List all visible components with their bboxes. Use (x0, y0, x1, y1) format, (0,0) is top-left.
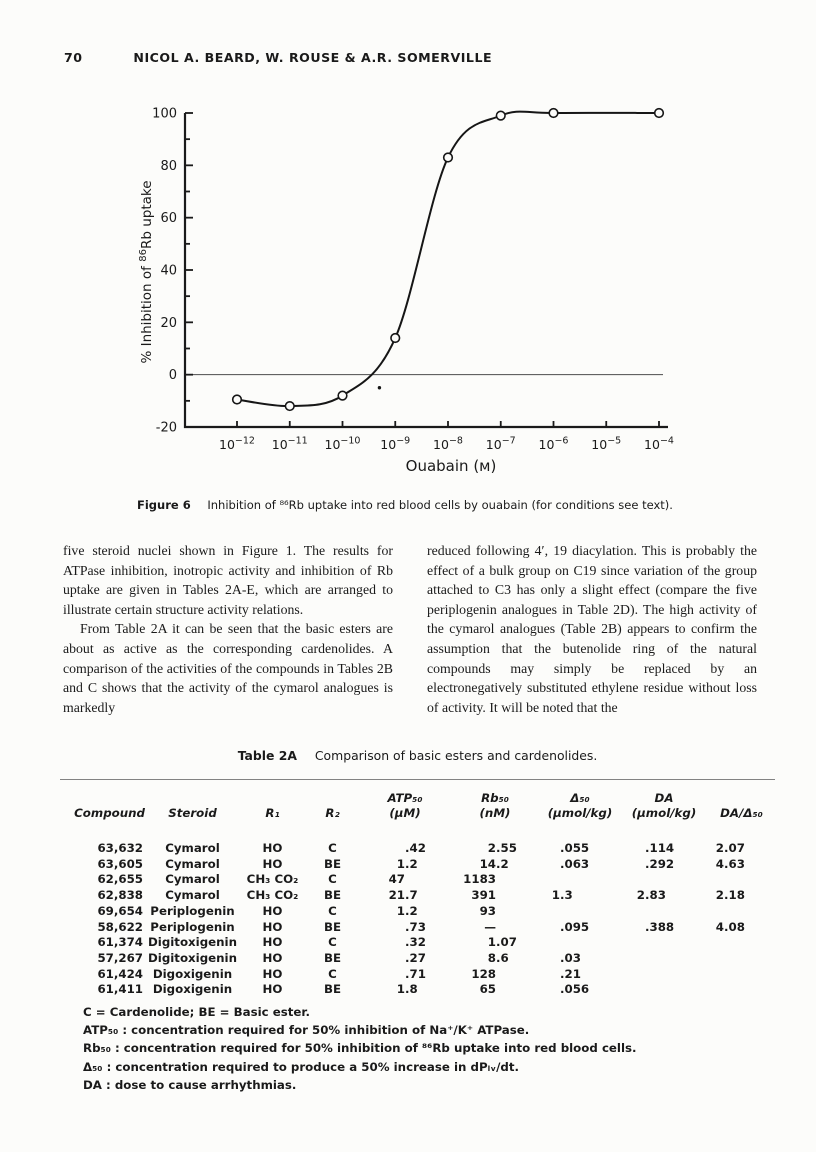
table-cell: Digitoxigenin (147, 950, 237, 965)
y-tick-label: 20 (160, 315, 177, 331)
table-cell: 1.2 (396, 903, 418, 918)
body-text (63, 541, 757, 717)
table-cell: CH₃ CO₂ (246, 872, 299, 887)
table-cell: 1183 (463, 872, 496, 887)
table-cell: 57,267 (97, 950, 143, 965)
table-cell: 1.3 (551, 888, 573, 903)
table-cell: 2.55 (487, 841, 517, 855)
table-body (60, 822, 775, 998)
table-cell: Digitoxigenin (147, 935, 237, 950)
table-cell: HO (262, 856, 283, 871)
table-cell: 2.07 (715, 841, 745, 855)
table-cell: BE (323, 919, 342, 934)
table-cell: 2.18 (715, 888, 745, 903)
table-cell: Digoxigenin (152, 966, 233, 981)
column-header: Δ₅₀ (μmol/kg) (547, 791, 613, 820)
column-header: R₁ (265, 805, 280, 820)
y-tick-label: -20 (155, 420, 177, 436)
table-top-rule (60, 779, 775, 780)
running-authors: NICOL A. BEARD, W. ROUSE & A.R. SOMERVILLE (133, 50, 493, 65)
table-row (60, 935, 775, 951)
table-title (60, 748, 775, 763)
table-cell: .055 (560, 841, 590, 855)
table-cell (708, 951, 775, 967)
table-cell: CH₃ CO₂ (246, 888, 299, 903)
table-cell: 62,838 (97, 888, 143, 903)
table-cell: .21 (560, 966, 581, 981)
table-cell: 69,654 (97, 903, 143, 918)
table-row (60, 872, 775, 888)
y-tick-label: 100 (152, 106, 177, 122)
table-row (60, 857, 775, 873)
table-cell: HO (262, 935, 283, 950)
column-header: Rb₅₀ (nM) (479, 791, 511, 820)
table-cell: .292 (645, 856, 675, 871)
page-number: 70 (64, 50, 83, 65)
table-cell: Cymarol (165, 888, 220, 903)
table-cell: 58,622 (97, 919, 143, 934)
table-cell: 63,605 (97, 856, 143, 871)
x-tick-label: $10^{-10}$ (324, 435, 361, 452)
column-header: DA (μmol/kg) (631, 791, 697, 820)
data-point (233, 395, 242, 404)
column-header: Compound (74, 805, 145, 820)
x-tick-label: $10^{-8}$ (433, 435, 463, 452)
table-cell (540, 904, 620, 920)
table-cell: 128 (471, 966, 496, 981)
table-cell: .114 (645, 841, 675, 855)
table-row (60, 951, 775, 967)
table-cell: HO (262, 966, 283, 981)
table-footnotes (83, 1003, 775, 1094)
table-cell: 1.2 (396, 856, 418, 871)
table-cell: .095 (560, 919, 590, 934)
data-point (549, 109, 558, 118)
x-tick-label: $10^{-9}$ (380, 435, 411, 452)
table-cell: Digoxigenin (152, 982, 233, 997)
y-axis-title: % Inhibition of $^{86}$Rb uptake (138, 180, 155, 364)
table-cell (620, 982, 708, 998)
table-cell (708, 967, 775, 983)
table-cell (540, 872, 620, 888)
y-tick-label: 80 (160, 158, 177, 174)
left-column (63, 541, 393, 717)
table-cell: .73 (405, 919, 426, 934)
x-tick-label: $10^{-6}$ (538, 435, 569, 452)
table-row (60, 920, 775, 936)
table-cell: HO (262, 982, 283, 997)
table-cell: BE (323, 982, 342, 997)
table-cell: .27 (405, 950, 426, 965)
table-cell: .03 (560, 950, 581, 965)
table-cell (540, 935, 620, 951)
figure-6 (130, 95, 690, 493)
table-cell: .42 (405, 841, 426, 855)
axes (185, 113, 668, 427)
table-cell (708, 872, 775, 888)
table-cell: .32 (405, 935, 426, 950)
table-cell: 47 (388, 872, 405, 887)
table-cell (620, 967, 708, 983)
table-cell: .71 (405, 966, 426, 981)
data-point (444, 153, 453, 162)
data-point (496, 111, 505, 120)
table-cell: Periplogenin (150, 919, 235, 934)
table-row (60, 904, 775, 920)
table-cell: .056 (560, 982, 590, 997)
table-cell: C (328, 872, 337, 887)
column-header: ATP₅₀ (μM) (387, 791, 423, 820)
table-footnote: Rb₅₀ : concentration required for 50% inhibition of ⁸⁶Rb uptake into red blood cells. (83, 1041, 637, 1056)
table-cell: 4.08 (715, 919, 745, 934)
table-cell: 61,411 (97, 982, 143, 997)
paragraph: five steroid nuclei shown in Figure 1. The results for ATPase inhibition, inotropic activity and inhibition of Rb uptake are given in Tables 2A-E, which are arranged to illustrate certain structure activity relations. (63, 543, 393, 617)
figure-caption-label: Figure 6 (137, 498, 191, 512)
table-cell: 2.83 (636, 888, 666, 903)
table-cell: BE (323, 950, 342, 965)
y-tick-label: 60 (160, 211, 177, 227)
x-axis-title: Ouabain (ᴍ) (405, 457, 497, 475)
table-cell: 93 (479, 903, 496, 918)
data-point (338, 391, 347, 400)
table-cell: 61,374 (97, 935, 143, 950)
table-row (60, 967, 775, 983)
table-footnote: Δ₅₀ : concentration required to produce a 50% increase in dPₗᵥ/dt. (83, 1059, 519, 1074)
table-cell: Cymarol (165, 841, 220, 855)
data-point (655, 109, 664, 118)
rb-uptake-dose-response-chart (130, 95, 690, 493)
paragraph: reduced following 4′, 19 diacylation. This is probably the effect of a bulk group on C19 since variation of the group attached to C3 has only a slight effect (compare the five periplogenin analogues in Table 2D). The high activity of the cymarol analogues (Table 2B) appears to confirm the assumption that the butenolide ring of the natural compounds may simply be replaced by an electronegatively substituted ethylene residue without loss of activity. It will be noted that the (427, 543, 757, 715)
x-tick-label: $10^{-11}$ (271, 435, 308, 452)
table-row (60, 822, 775, 857)
table-label: Table 2A (237, 748, 297, 763)
table-footnote: ATP₅₀ : concentration required for 50% inhibition of Na⁺/K⁺ ATPase. (83, 1023, 530, 1038)
x-tick-label: $10^{-4}$ (644, 435, 674, 452)
table-cell (708, 982, 775, 998)
table-cell (620, 872, 708, 888)
y-tick-label: 40 (160, 263, 177, 279)
table-cell (620, 951, 708, 967)
table-cell: 4.63 (715, 856, 745, 871)
paragraph: From Table 2A it can be seen that the basic esters are about as active as the corresponding cardenolides. A comparison of the activities of the compounds in Tables 2B and C shows that the activity of the cymarol analogues is markedly (63, 621, 393, 715)
table-cell (620, 935, 708, 951)
column-header: DA/Δ₅₀ (720, 805, 763, 820)
table-header (60, 791, 775, 822)
table-cell (708, 904, 775, 920)
table-cell: 1.8 (396, 982, 418, 997)
running-head (64, 50, 492, 65)
table-footnote: DA : dose to cause arrhythmias. (83, 1077, 297, 1092)
x-tick-label: $10^{-5}$ (591, 435, 622, 452)
data-point (391, 334, 400, 343)
table-cell: Cymarol (165, 856, 220, 871)
table-caption: Comparison of basic esters and cardenolides. (314, 748, 598, 763)
table-cell: — (484, 919, 496, 934)
table-cell: C (328, 903, 337, 918)
table-2a-section (60, 748, 775, 1094)
table-cell: .388 (645, 919, 675, 934)
table-cell (620, 904, 708, 920)
right-column (427, 541, 757, 717)
table-cell: 391 (471, 888, 496, 903)
figure-caption-text: Inhibition of ⁸⁶Rb uptake into red blood cells by ouabain (for conditions see text). (207, 498, 673, 512)
table-cell: HO (262, 903, 283, 918)
table-cell: 62,655 (97, 872, 143, 887)
table-cell: C (328, 841, 337, 855)
table-row (60, 982, 775, 998)
table-cell: BE (323, 856, 342, 871)
table-header-row (60, 791, 775, 822)
y-tick-label: 0 (168, 368, 177, 384)
table-cell: Cymarol (165, 872, 220, 887)
table-cell: 21.7 (388, 888, 418, 903)
table-2a (60, 791, 775, 998)
table-cell: 63,632 (97, 841, 143, 855)
table-row (60, 888, 775, 904)
figure-caption (137, 498, 737, 512)
x-tick-label: $10^{-7}$ (485, 435, 516, 452)
column-header: Steroid (168, 805, 217, 820)
table-cell: 65 (479, 982, 496, 997)
table-cell: HO (262, 841, 283, 855)
table-cell: HO (262, 919, 283, 934)
table-footnote: C = Cardenolide; BE = Basic ester. (83, 1005, 311, 1020)
table-cell: BE (323, 888, 342, 903)
table-cell: 1.07 (487, 935, 517, 950)
table-cell: C (328, 935, 337, 950)
stray-mark (378, 386, 381, 389)
table-cell: Periplogenin (150, 903, 235, 918)
table-cell: HO (262, 950, 283, 965)
table-cell: 8.6 (487, 950, 509, 965)
table-cell: 14.2 (479, 856, 509, 871)
table-cell: .063 (560, 856, 590, 871)
table-cell (708, 935, 775, 951)
data-point (285, 402, 294, 411)
table-cell: 61,424 (97, 966, 143, 981)
column-header: R₂ (325, 805, 340, 820)
table-cell: C (328, 966, 337, 981)
x-tick-label: $10^{-12}$ (219, 435, 255, 452)
